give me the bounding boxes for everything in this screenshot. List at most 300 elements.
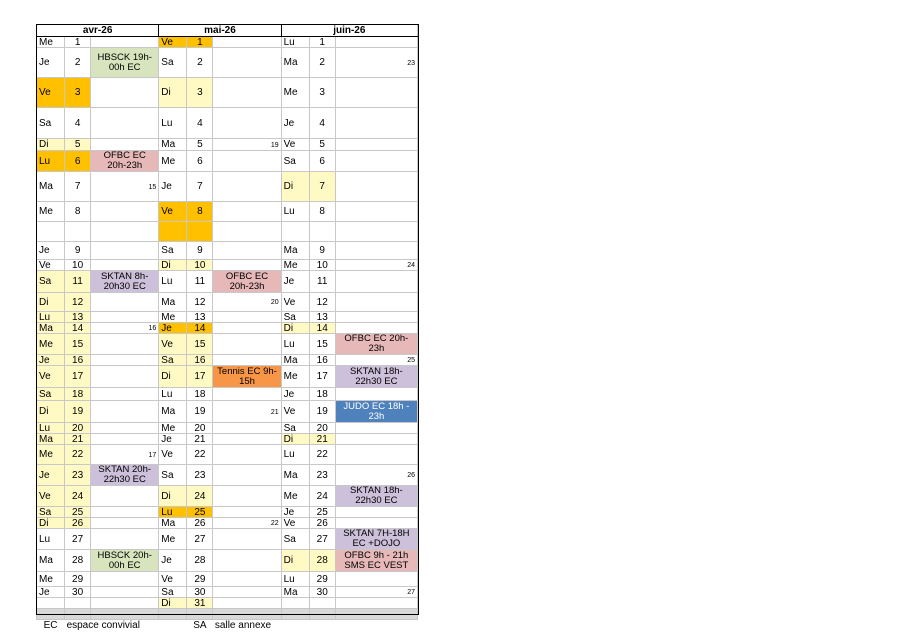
day-number-cell: 7 (187, 172, 213, 202)
event-cell (213, 507, 281, 518)
day-number-cell: 25 (309, 507, 335, 518)
day-number-cell: 13 (65, 312, 91, 323)
calendar-row (37, 529, 418, 550)
event-cell (91, 550, 159, 572)
day-number-cell: 3 (65, 78, 91, 108)
event-cell (335, 323, 417, 334)
weekday-cell: Ma (37, 172, 65, 202)
weekday-cell: Di (281, 323, 309, 334)
event-cell (213, 172, 281, 202)
event-label: Tennis EC 9h-15h (217, 365, 277, 387)
day-number-cell: 11 (309, 271, 335, 293)
day-number-cell: 4 (65, 108, 91, 139)
weekday-cell: Lu (37, 423, 65, 434)
event-cell (91, 445, 159, 465)
event-cell (213, 434, 281, 445)
event-cell (213, 78, 281, 108)
event-cell (213, 598, 281, 609)
event-cell (213, 445, 281, 465)
day-number-cell: 27 (187, 529, 213, 550)
day-number-cell: 30 (65, 587, 91, 598)
event-cell (213, 486, 281, 507)
event-label: SKTAN 18h-22h30 EC (350, 365, 403, 387)
event-cell (335, 48, 417, 78)
event-cell (335, 587, 417, 598)
legend-row (37, 620, 418, 632)
event-label: SKTAN 20h-22h30 EC (98, 464, 152, 485)
event-cell (91, 465, 159, 486)
day-number-cell: 20 (309, 423, 335, 434)
event-cell (213, 323, 281, 334)
week-number: 23 (407, 59, 415, 67)
day-number-cell: 25 (187, 507, 213, 518)
event-cell (335, 139, 417, 151)
event-label: SKTAN 8h-20h30 EC (101, 270, 149, 292)
day-number-cell: 21 (187, 434, 213, 445)
event-cell (91, 434, 159, 445)
day-number-cell: 29 (65, 572, 91, 587)
event-cell (335, 401, 417, 423)
weekday-cell: Lu (281, 445, 309, 465)
weekday-cell: Ma (159, 518, 187, 529)
calendar-row (37, 518, 418, 529)
weekday-cell: Me (37, 334, 65, 355)
day-number-cell: 9 (309, 242, 335, 260)
day-number-cell: 13 (309, 312, 335, 323)
weekday-cell: Sa (159, 355, 187, 366)
weekday-cell: Ma (37, 434, 65, 445)
weekday-cell: Lu (37, 529, 65, 550)
weekday-cell: Me (281, 260, 309, 271)
day-number-cell: 22 (309, 445, 335, 465)
day-number-cell: 17 (187, 366, 213, 388)
event-cell (91, 242, 159, 260)
month-header: juin-26 (281, 25, 417, 37)
day-number-cell: 5 (65, 139, 91, 151)
weekday-cell: Sa (37, 507, 65, 518)
weekday-cell: Di (159, 486, 187, 507)
event-cell (91, 271, 159, 293)
event-cell (91, 151, 159, 172)
day-number-cell: 2 (65, 48, 91, 78)
day-number-cell: 22 (65, 445, 91, 465)
event-label: HBSCK 19h-00h EC (97, 51, 152, 73)
calendar-row (37, 202, 418, 222)
event-cell (91, 355, 159, 366)
day-number-cell: 15 (65, 334, 91, 355)
weekday-cell: Lu (281, 202, 309, 222)
weekday-cell: Me (281, 78, 309, 108)
day-number-cell: 30 (187, 587, 213, 598)
calendar-row (37, 108, 418, 139)
weekday-cell: Ma (281, 587, 309, 598)
event-cell (91, 334, 159, 355)
event-cell (213, 550, 281, 572)
weekday-cell: Di (281, 550, 309, 572)
day-number-cell: 12 (309, 293, 335, 312)
weekday-cell: Lu (37, 151, 65, 172)
event-cell (213, 271, 281, 293)
weekday-cell: Sa (159, 587, 187, 598)
weekday-cell: Ve (159, 37, 187, 48)
day-number-cell: 9 (187, 242, 213, 260)
weekday-cell: Ma (281, 48, 309, 78)
event-label: JUDO EC 18h - 23h (343, 400, 410, 422)
day-number-cell: 29 (309, 572, 335, 587)
event-cell (213, 293, 281, 312)
event-cell (335, 271, 417, 293)
event-cell (213, 151, 281, 172)
calendar-row (37, 48, 418, 78)
day-number-cell: 14 (309, 323, 335, 334)
day-number-cell: 30 (309, 587, 335, 598)
legend-code-ec: EC (37, 620, 65, 632)
event-cell (213, 260, 281, 271)
weekday-cell (281, 598, 309, 609)
weekday-cell: Je (37, 587, 65, 598)
weekday-cell (159, 222, 187, 242)
weekday-cell: Sa (159, 48, 187, 78)
weekday-cell: Me (37, 572, 65, 587)
calendar-row (37, 366, 418, 388)
weekday-cell: Lu (37, 312, 65, 323)
day-number-cell: 6 (65, 151, 91, 172)
calendar-row (37, 151, 418, 172)
event-cell (91, 518, 159, 529)
weekday-cell: Di (37, 401, 65, 423)
weekday-cell: Sa (281, 151, 309, 172)
weekday-cell: Ve (159, 445, 187, 465)
event-cell (335, 518, 417, 529)
month-header: mai-26 (159, 25, 281, 37)
weekday-cell: Ve (37, 366, 65, 388)
event-cell (335, 312, 417, 323)
weekday-cell (37, 222, 65, 242)
event-cell (91, 139, 159, 151)
event-cell (91, 202, 159, 222)
event-cell (213, 202, 281, 222)
weekday-cell: Je (159, 434, 187, 445)
legend-code-sa: SA (187, 620, 213, 632)
calendar-row (37, 242, 418, 260)
event-cell (335, 529, 417, 550)
day-number-cell: 25 (65, 507, 91, 518)
event-cell (213, 312, 281, 323)
day-number-cell: 18 (309, 388, 335, 401)
day-number-cell: 10 (187, 260, 213, 271)
day-number-cell: 4 (309, 108, 335, 139)
weekday-cell: Sa (281, 529, 309, 550)
day-number-cell: 7 (65, 172, 91, 202)
blank-row (37, 609, 418, 620)
day-number-cell: 24 (187, 486, 213, 507)
day-number-cell: 23 (187, 465, 213, 486)
weekday-cell: Me (159, 529, 187, 550)
event-cell (213, 465, 281, 486)
day-number-cell: 10 (65, 260, 91, 271)
event-label: OFBC EC 20h-23h (103, 150, 146, 171)
day-number-cell (65, 222, 91, 242)
weekday-cell: Me (281, 486, 309, 507)
event-label: OFBC EC 20h-23h (225, 270, 269, 292)
event-cell (335, 37, 417, 48)
weekday-cell: Sa (159, 242, 187, 260)
day-number-cell: 9 (65, 242, 91, 260)
day-number-cell: 26 (309, 518, 335, 529)
weekday-cell: Me (37, 37, 65, 48)
calendar-row (37, 271, 418, 293)
calendar-row (37, 222, 418, 242)
event-cell (213, 572, 281, 587)
day-number-cell: 31 (187, 598, 213, 609)
day-number-cell: 22 (187, 445, 213, 465)
legend-label-sa: salle annexe (213, 620, 418, 632)
calendar-row (37, 388, 418, 401)
weekday-cell: Ve (159, 202, 187, 222)
day-number-cell: 16 (309, 355, 335, 366)
weekday-cell: Ve (281, 293, 309, 312)
day-number-cell: 8 (309, 202, 335, 222)
weekday-cell: Me (37, 445, 65, 465)
weekday-cell: Lu (159, 271, 187, 293)
event-cell (335, 222, 417, 242)
event-cell (91, 598, 159, 609)
weekday-cell: Ma (37, 323, 65, 334)
event-cell (213, 366, 281, 388)
day-number-cell: 29 (187, 572, 213, 587)
event-cell (335, 293, 417, 312)
weekday-cell: Me (159, 312, 187, 323)
weekday-cell: Di (37, 518, 65, 529)
day-number-cell: 19 (65, 401, 91, 423)
event-cell (91, 222, 159, 242)
weekday-cell: Di (281, 172, 309, 202)
weekday-cell: Ve (159, 572, 187, 587)
event-cell (335, 572, 417, 587)
event-cell (91, 323, 159, 334)
calendar-row (37, 260, 418, 271)
calendar-row (37, 293, 418, 312)
weekday-cell: Lu (159, 507, 187, 518)
calendar-row (37, 334, 418, 355)
weekday-cell: Ma (281, 465, 309, 486)
weekday-cell: Lu (281, 334, 309, 355)
weekday-cell: Ve (281, 518, 309, 529)
calendar-row (37, 139, 418, 151)
day-number-cell: 16 (187, 355, 213, 366)
week-number: 17 (148, 451, 157, 459)
weekday-cell: Di (159, 366, 187, 388)
event-cell (335, 465, 417, 486)
event-cell (213, 587, 281, 598)
day-number-cell: 28 (309, 550, 335, 572)
event-cell (335, 242, 417, 260)
event-cell (91, 572, 159, 587)
event-cell (91, 366, 159, 388)
weekday-cell: Sa (37, 388, 65, 401)
week-number: 22 (270, 520, 279, 527)
week-number: 21 (270, 408, 279, 416)
weekday-cell: Lu (281, 572, 309, 587)
event-cell (91, 388, 159, 401)
day-number-cell: 18 (65, 388, 91, 401)
day-number-cell: 12 (187, 293, 213, 312)
weekday-cell: Sa (281, 312, 309, 323)
event-cell (213, 388, 281, 401)
day-number-cell: 21 (309, 434, 335, 445)
event-label: SKTAN 18h-22h30 EC (350, 485, 403, 506)
weekday-cell: Je (281, 388, 309, 401)
event-cell (91, 172, 159, 202)
day-number-cell: 1 (309, 37, 335, 48)
calendar-row (37, 465, 418, 486)
event-cell (91, 48, 159, 78)
day-number-cell: 19 (309, 401, 335, 423)
weekday-cell: Sa (281, 423, 309, 434)
event-cell (335, 108, 417, 139)
event-cell (91, 529, 159, 550)
day-number-cell: 4 (187, 108, 213, 139)
event-cell (213, 529, 281, 550)
day-number-cell: 21 (65, 434, 91, 445)
week-number: 26 (407, 472, 415, 479)
day-number-cell: 24 (65, 486, 91, 507)
weekday-cell: Sa (37, 271, 65, 293)
event-cell (213, 139, 281, 151)
calendar-table (36, 24, 418, 632)
event-cell (335, 355, 417, 366)
day-number-cell: 28 (187, 550, 213, 572)
event-cell (335, 550, 417, 572)
event-cell (335, 78, 417, 108)
day-number-cell: 20 (187, 423, 213, 434)
day-number-cell: 6 (309, 151, 335, 172)
week-number: 27 (407, 589, 415, 596)
day-number-cell: 16 (65, 355, 91, 366)
weekday-cell: Je (37, 355, 65, 366)
week-number: 16 (148, 325, 157, 332)
day-number-cell: 2 (309, 48, 335, 78)
day-number-cell: 26 (65, 518, 91, 529)
event-cell (91, 423, 159, 434)
legend-label-ec: espace convivial (65, 620, 187, 632)
day-number-cell: 17 (309, 366, 335, 388)
calendar-row (37, 598, 418, 609)
event-cell (213, 401, 281, 423)
weekday-cell (281, 222, 309, 242)
event-cell (335, 434, 417, 445)
weekday-cell: Sa (37, 108, 65, 139)
event-label: OFBC 9h - 21h SMS EC VEST (344, 549, 409, 571)
weekday-cell: Ma (159, 139, 187, 151)
day-number-cell (309, 598, 335, 609)
event-cell (335, 260, 417, 271)
calendar-row (37, 172, 418, 202)
weekday-cell: Di (159, 598, 187, 609)
month-header: avr-26 (37, 25, 159, 37)
day-number-cell: 7 (309, 172, 335, 202)
day-number-cell: 14 (187, 323, 213, 334)
week-number: 19 (270, 141, 279, 149)
weekday-cell: Di (281, 434, 309, 445)
weekday-cell: Ma (159, 401, 187, 423)
day-number-cell: 10 (309, 260, 335, 271)
event-cell (213, 222, 281, 242)
event-cell (335, 445, 417, 465)
weekday-cell: Di (159, 260, 187, 271)
day-number-cell: 15 (309, 334, 335, 355)
day-number-cell: 18 (187, 388, 213, 401)
calendar-row (37, 486, 418, 507)
day-number-cell: 17 (65, 366, 91, 388)
weekday-cell: Je (37, 48, 65, 78)
day-number-cell: 2 (187, 48, 213, 78)
event-cell (335, 202, 417, 222)
day-number-cell: 13 (187, 312, 213, 323)
event-cell (335, 486, 417, 507)
day-number-cell: 3 (187, 78, 213, 108)
week-number: 24 (407, 262, 415, 269)
calendar-row (37, 355, 418, 366)
event-cell (213, 242, 281, 260)
day-number-cell: 19 (187, 401, 213, 423)
day-number-cell: 5 (187, 139, 213, 151)
day-number-cell: 8 (187, 202, 213, 222)
event-cell (213, 355, 281, 366)
weekday-cell: Me (281, 366, 309, 388)
event-cell (213, 518, 281, 529)
weekday-cell: Ma (281, 242, 309, 260)
weekday-cell: Je (37, 242, 65, 260)
event-label: SKTAN 7H-18H EC +DOJO (343, 528, 410, 549)
weekday-cell: Di (37, 139, 65, 151)
weekday-cell: Je (159, 172, 187, 202)
event-cell (91, 587, 159, 598)
weekday-cell: Je (281, 507, 309, 518)
calendar-row (37, 572, 418, 587)
weekday-cell: Je (281, 271, 309, 293)
calendar-row (37, 312, 418, 323)
weekday-cell: Me (159, 151, 187, 172)
weekday-cell: Ve (281, 139, 309, 151)
weekday-cell (37, 598, 65, 609)
day-number-cell: 1 (187, 37, 213, 48)
weekday-cell: Lu (281, 37, 309, 48)
weekday-cell: Je (37, 465, 65, 486)
day-number-cell: 15 (187, 334, 213, 355)
event-cell (335, 366, 417, 388)
day-number-cell: 11 (187, 271, 213, 293)
day-number-cell: 5 (309, 139, 335, 151)
day-number-cell: 27 (65, 529, 91, 550)
calendar-row (37, 550, 418, 572)
event-cell (91, 108, 159, 139)
day-number-cell: 12 (65, 293, 91, 312)
event-cell (91, 78, 159, 108)
day-number-cell: 28 (65, 550, 91, 572)
event-cell (213, 423, 281, 434)
weekday-cell: Ve (37, 78, 65, 108)
day-number-cell (65, 598, 91, 609)
day-number-cell: 8 (65, 202, 91, 222)
event-cell (335, 598, 417, 609)
weekday-cell: Sa (159, 465, 187, 486)
calendar-row (37, 37, 418, 48)
weekday-cell: Ve (37, 486, 65, 507)
weekday-cell: Di (37, 293, 65, 312)
event-cell (91, 37, 159, 48)
event-cell (335, 334, 417, 355)
